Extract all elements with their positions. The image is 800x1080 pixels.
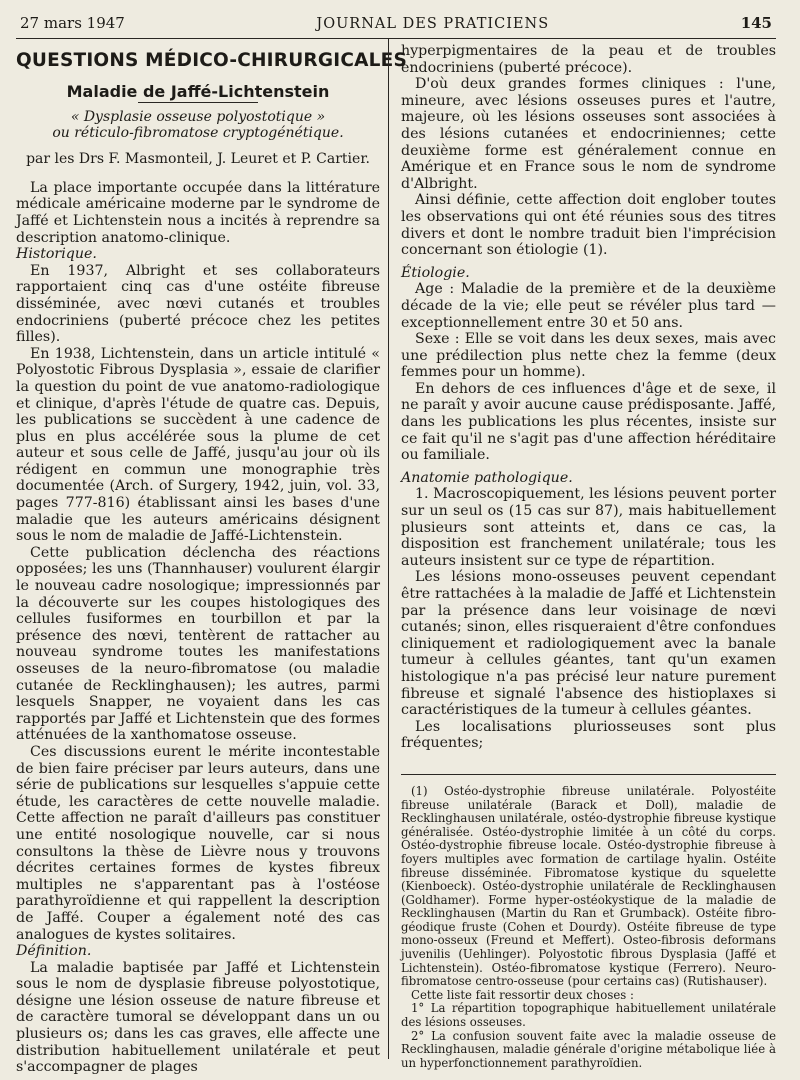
article-title: Maladie de Jaffé-Lichtenstein: [66, 81, 330, 101]
title-rule: [138, 102, 258, 103]
right-column: [388, 39, 776, 1070]
macroscopie-paragraph: 1. Macroscopiquement, les lésions peuvent porter sur un seul os (15 cas sur 87), mais habituellement plusieurs sont atteints et, dans ce cas, la disposition est franchement unilatérale; tous les auteurs insistent sur ce type de répartition.: [401, 486, 776, 569]
historique-paragraph: En 1937, Albright et ses collaborateurs rapportaient cinq cas d'une ostéite fibreuse disséminée, avec nœvi cutanés et troubles endocriniens (puberté précoce chez les petites filles).: [16, 262, 380, 346]
historique-paragraph: Cette publication déclencha des réactions opposées; les uns (Thannhauser) voulurent élargir le nouveau cadre nosologique; impressionnés par la découverte sur les coupes histologiques des cellules fusiformes en tourbillon et par la présence des nœvi, tentèrent de rattacher au nouveau syndrome toutes les manifestations osseuses de la neuro-fibromatose (ou maladie cutanée de Recklinghausen); les autres, parmi lesquels Snapper, ne voyaient dans les cas rapportés par Jaffé et Lichtenstein que des formes atténuées de la xanthomatose osseuse.: [16, 544, 380, 744]
age-paragraph: Age : Maladie de la première et de la deuxième décade de la vie; elle peut se révéler plus tard — exceptionnellement entre 30 et 50 ans.: [401, 281, 776, 331]
etiologie-heading: Étiologie.: [401, 264, 470, 281]
continued-paragraph: hyperpigmentaires de la peau et de troubles endocriniens (puberté précoce).: [401, 43, 776, 76]
cause-paragraph: En dehors de ces influences d'âge et de sexe, il ne paraît y avoir aucune cause prédisposante. Jaffé, dans les publications les plus récentes, insiste sur ce fait qu'il ne s'agit pas d'une affection héréditaire ou familiale.: [401, 380, 776, 464]
byline: par les Drs F. Masmonteil, J. Leuret et P. Cartier.: [26, 151, 370, 168]
footnote-point-1: 1° La répartition topographique habituellement unilatérale des lésions osseuses.: [401, 1001, 776, 1030]
section-title: QUESTIONS MÉDICO-CHIRURGICALES: [16, 50, 407, 71]
issue-date: 27 mars 1947: [20, 14, 125, 32]
subtitle-line-2: ou réticulo-fibromatose cryptogénétique.: [52, 125, 344, 142]
sexe-paragraph: Sexe : Elle se voit dans les deux sexes, mais avec une prédilection plus nette chez la femme (deux femmes pour un homme).: [401, 331, 776, 381]
intro-paragraph: La place importante occupée dans la littérature médicale américaine moderne par le syndrome de Jaffé et Lichtenstein nous a incités à reprendre sa description anatomo-clinique.: [16, 179, 380, 246]
journal-name: JOURNAL DES PRATICIENS: [316, 16, 550, 32]
scope-paragraph: Ainsi définie, cette affection doit englober toutes les observations qui ont été réunies sous des titres divers et dont le nombre traduit bien l'imprécision concernant son étiologie (1).: [401, 192, 776, 259]
footnotes: [401, 774, 776, 1070]
page-number: 145: [740, 14, 772, 32]
footnote-point-2: 2° La confusion souvent faite avec la maladie osseuse de Recklinghausen, maladie générale d'origine métabolique liée à un hyperfonctionnement parathyroïdien.: [401, 1028, 776, 1070]
anatomie-heading: Anatomie pathologique.: [401, 469, 573, 486]
footnote-list-note: Cette liste fait ressortir deux choses :: [411, 987, 634, 1002]
left-column: [16, 39, 407, 1076]
historique-paragraph: En 1938, Lichtenstein, dans un article intitulé « Polyostotic Fibrous Dysplasia », essaie de clarifier la question du point de vue anatomo-radiologique et clinique, d'après l'étude de quatre cas. Depuis, les publications se succèdent à une cadence de plus en plus accélérée sous la plume de cet auteur et sous celle de Jaffé, jusqu'au jour où ils rédigent en commun une monographie très documentée (Arch. of Surgery, 1942, juin, vol. 33, pages 777-816) établissant ainsi les bases d'une maladie que les auteurs américains désignent sous le nom de maladie de Jaffé-Lichtenstein.: [16, 345, 380, 545]
historique-heading: Historique.: [16, 246, 97, 263]
forms-paragraph: D'où deux grandes formes cliniques : l'une, mineure, avec lésions osseuses pures et l'autre, majeure, où les lésions osseuses sont associées à des lésions cutanées et endocriniennes; cette deuxième forme est généralement connue en Amérique et en France sous le nom de syndrome d'Albright.: [401, 76, 776, 192]
subtitle-line-1: « Dysplasie osseuse polyostotique »: [70, 109, 326, 126]
definition-paragraph: La maladie baptisée par Jaffé et Lichtenstein sous le nom de dysplasie fibreuse polyostotique, désigne une lésion osseuse de nature fibreuse et de caractère tumoral se développant dans un ou plusieurs os; dans les cas graves, elle affecte une distribution habituellement unilatérale et peut s'accompagner de plages: [16, 959, 380, 1076]
historique-paragraph: Ces discussions eurent le mérite incontestable de bien faire préciser par leurs auteurs, dans une série de publications sur lesquelles s'appuie cette étude, les caractères de cette nouvelle maladie. Cette affection ne paraît d'ailleurs pas constituer une entité nosologique nouvelle, car si nous consultons la thèse de Lièvre nous y trouvons décrites certaines formes de kystes fibreux multiples ne s'apparentant pas à l'ostéose parathyroïdienne et qui rappellent la description de Jaffé. Couper a également noté des cas analogues de kystes solitaires.: [16, 743, 380, 943]
definition-heading: Définition.: [16, 943, 92, 960]
footnote-1: (1) Ostéo-dystrophie fibreuse unilatérale. Polyostéite fibreuse unilatérale (Barack et Doll), maladie de Recklinghausen unilatérale, ostéo-dystrophie fibreuse kystique généralisée. Ostéo-dystrophie limitée à un côté du corps. Ostéo-dystrophie fibreuse locale. Ostéo-dystrophie fibreuse à foyers multiples avec formation de cartilage hyalin. Ostéite fibreuse disséminée. Fibromatose kystique du squelette (Kienboeck). Ostéo-dystrophie unilatérale de Recklinghausen (Goldhamer). Forme hyper-ostéokystique de la maladie de Recklinghausen (Martin du Ran et Grumback). Ostéite fibro-géodique fruste (Cohen et Dourdy). Ostéite fibreuse de type mono-osseux (Freund et Meffert). Osteo-fibrosis deformans juvenilis (Uehlinger). Polyostotic fibrous Dysplasia (Jaffé et Lichtenstein). Ostéo-fibromatose kystique (Ferrero). Neuro-fibromatose centro-osseuse (pour certains cas) (Rutishauser).: [401, 783, 776, 989]
article-columns: [16, 39, 776, 1076]
running-header: [16, 14, 776, 32]
pluriosseuse-paragraph: Les localisations pluriosseuses sont plus fréquentes;: [401, 718, 776, 752]
mono-osseuse-paragraph: Les lésions mono-osseuses peuvent cependant être rattachées à la maladie de Jaffé et Lichtenstein par la présence dans leur voisinage de nœvi cutanés; sinon, elles risqueraient d'être confondues cliniquement et radiologiquement avec la banale tumeur à cellules géantes, tant qu'un examen histologique n'a pas précisé leur nature purement fibreuse et signalé l'absence des histioplaxes si caractéristiques de la tumeur à cellules géantes.: [401, 569, 776, 719]
